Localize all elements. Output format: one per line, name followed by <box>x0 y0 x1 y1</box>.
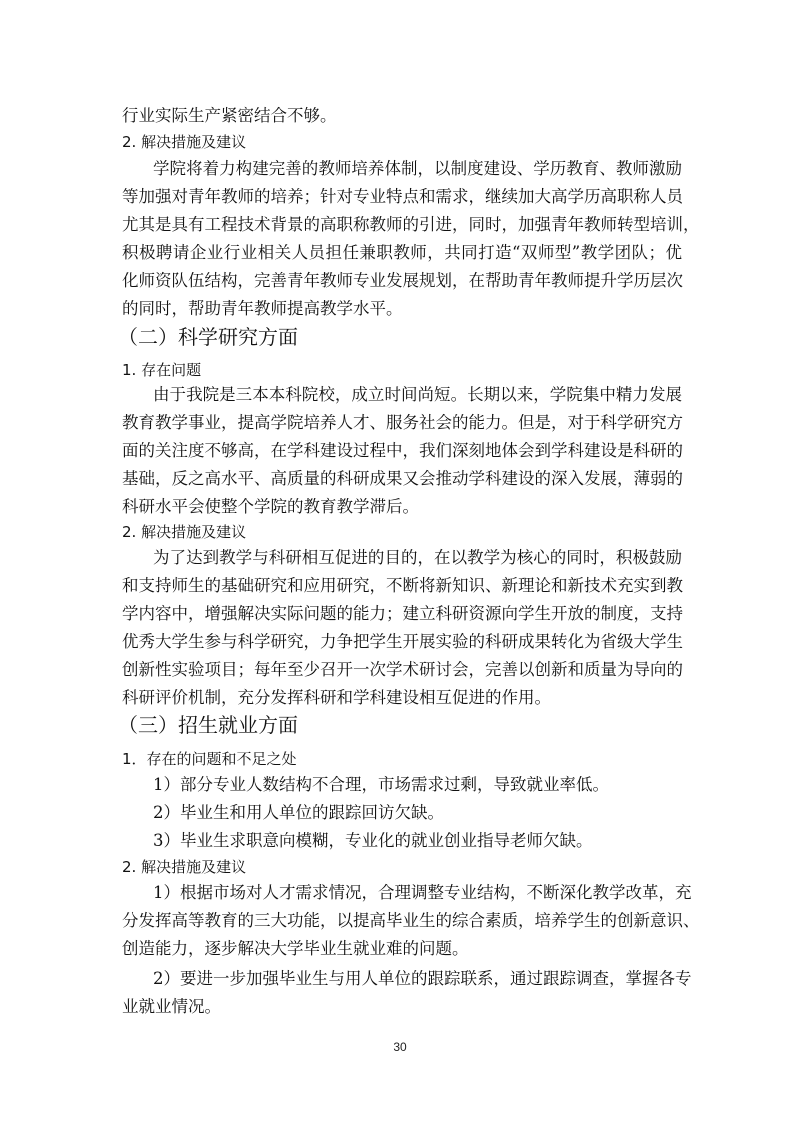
paragraph-line: 面的关注度不够高，在学科建设过程中，我们深刻地体会到学科建设是科研的 <box>122 441 683 460</box>
list-item: 3）毕业生求职意向模糊，专业化的就业创业指导老师欠缺。 <box>153 831 593 850</box>
paragraph-line: 学院将着力构建完善的教师培养体制，以制度建设、学历教育、教师激励 <box>153 159 682 178</box>
subheading-solutions: 2. 解决措施及建议 <box>122 858 247 876</box>
paragraph-line: 行业实际生产紧密结合不够。 <box>122 106 337 125</box>
paragraph-line: 和支持师生的基础研究和应用研究，不断将新知识、新理论和新技术充实到教 <box>122 576 683 595</box>
page-number: 30 <box>393 1040 407 1054</box>
subheading-problems: 1．存在的问题和不足之处 <box>122 750 297 768</box>
section-heading-enrollment: （三）招生就业方面 <box>118 713 298 737</box>
paragraph-line: 学内容中，增强解决实际问题的能力；建立科研资源向学生开放的制度，支持 <box>122 604 683 623</box>
paragraph-line: 2）要进一步加强毕业生与用人单位的跟踪联系，通过跟踪调查，掌握各专 <box>153 969 692 988</box>
paragraph-line: 科研水平会使整个学院的教育教学滞后。 <box>122 497 419 516</box>
paragraph-line: 业就业情况。 <box>122 997 221 1016</box>
subheading-solutions: 2. 解决措施及建议 <box>122 523 247 541</box>
paragraph-line: 积极聘请企业行业相关人员担任兼职教师，共同打造“双师型”教学团队；优 <box>122 243 682 262</box>
list-item: 2）毕业生和用人单位的跟踪回访欠缺。 <box>153 803 444 822</box>
paragraph-line: 教育教学事业，提高学院培养人才、服务社会的能力。但是，对于科学研究方 <box>122 413 683 432</box>
paragraph-line: 等加强对青年教师的培养；针对专业特点和需求，继续加大高学历高职称人员 <box>122 187 683 206</box>
paragraph-line: 科研评价机制，充分发挥科研和学科建设相互促进的作用。 <box>122 688 551 707</box>
paragraph-line: 分发挥高等教育的三大功能，以提高毕业生的综合素质，培养学生的创新意识、 <box>122 911 700 930</box>
paragraph-line: 基础，反之高水平、高质量的科研成果又会推动学科建设的深入发展，薄弱的 <box>122 469 683 488</box>
paragraph-line: 创造能力，逐步解决大学毕业生就业难的问题。 <box>122 939 469 958</box>
paragraph-line: 化师资队伍结构，完善青年教师专业发展规划，在帮助青年教师提升学历层次 <box>122 271 683 290</box>
list-item: 1）部分专业人数结构不合理，市场需求过剩，导致就业率低。 <box>153 775 609 794</box>
paragraph-line: 优秀大学生参与科学研究，力争把学生开展实验的科研成果转化为省级大学生 <box>122 632 683 651</box>
paragraph-line: 的同时，帮助青年教师提高教学水平。 <box>122 299 403 318</box>
paragraph-line: 1）根据市场对人才需求情况，合理调整专业结构，不断深化教学改革，充 <box>153 883 692 902</box>
paragraph-line: 尤其是具有工程技术背景的高职称教师的引进，同时，加强青年教师转型培训， <box>122 215 700 234</box>
section-heading-research: （二）科学研究方面 <box>118 325 298 349</box>
paragraph-line: 为了达到教学与科研相互促进的目的，在以教学为核心的同时，积极鼓励 <box>153 548 682 567</box>
subheading-problems: 1. 存在问题 <box>122 361 202 379</box>
paragraph-line: 创新性实验项目；每年至少召开一次学术研讨会，完善以创新和质量为导向的 <box>122 660 683 679</box>
paragraph-line: 由于我院是三本本科院校，成立时间尚短。长期以来，学院集中精力发展 <box>153 385 682 404</box>
subheading-solutions: 2. 解决措施及建议 <box>122 133 247 151</box>
